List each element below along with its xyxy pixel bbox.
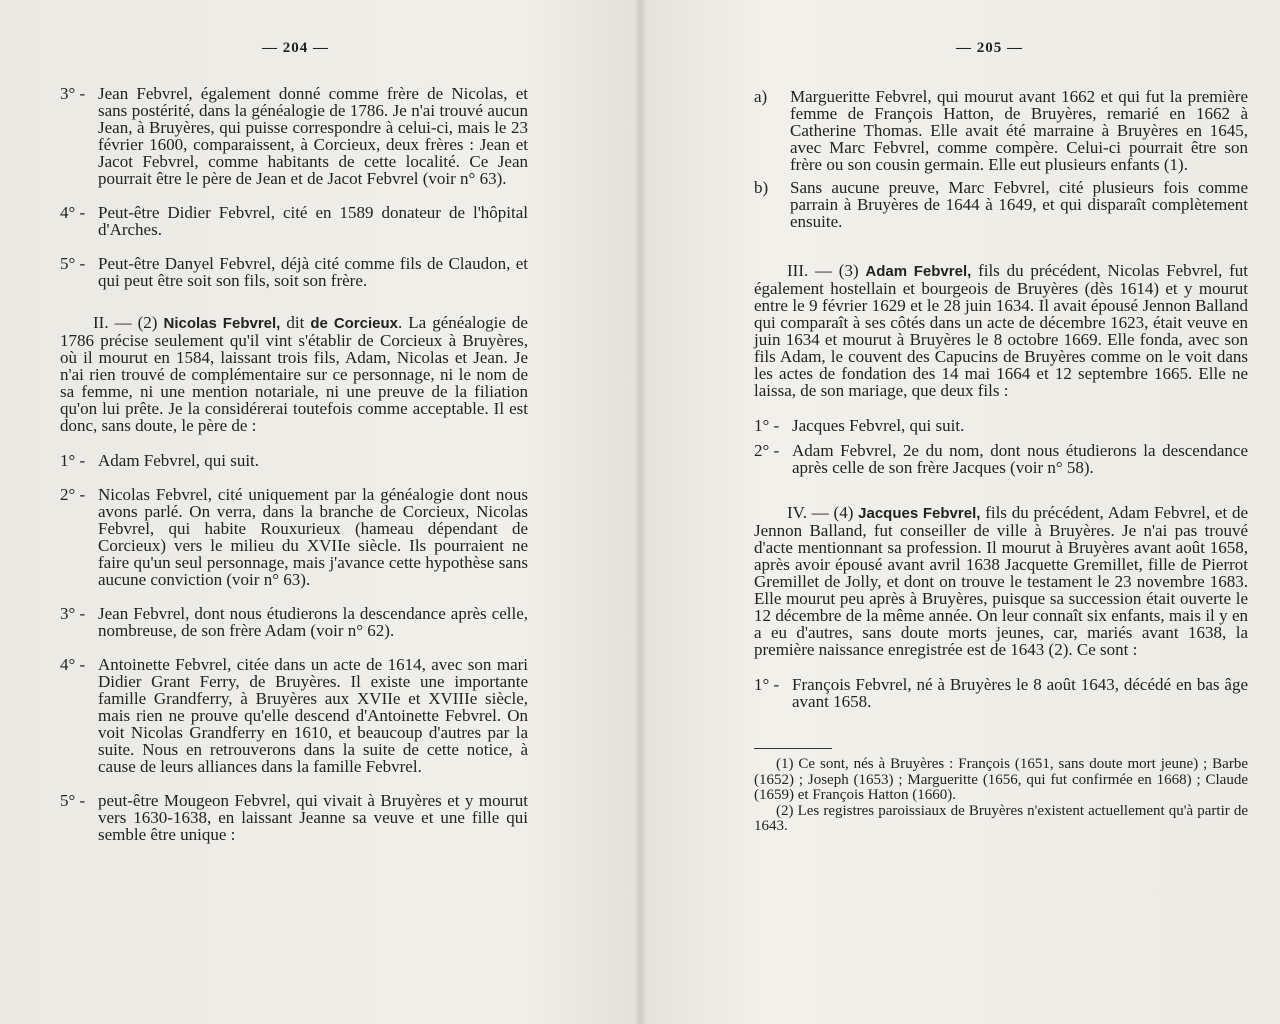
item-number: 3° - <box>60 604 86 623</box>
person-name: Nicolas Febvrel, <box>163 315 281 332</box>
page-number: — 204 — <box>262 40 329 56</box>
item-text: Nicolas Febvrel, cité uniquement par la généalogie dont nous avons parlé. On verra, dans la branche de Corcieux, Nicolas Febvrel, qui habite Rouxurieux (hameau dépendant de Corcieux) vers le milieu du XVIIe siècle. Ils pourraient ne faire qu'un seul personnage, mais j'avance cette hypothèse sans aucune conviction (voir n° 63). <box>98 485 528 589</box>
sub-item <box>754 179 1248 230</box>
section-text: fils du précédent, Nicolas Febvrel, fut également hostellain et bourgeois de Bruyères (dès 1614) et y mourut entre le 9 février 1629 et le 28 juin 1634. Il avait épousé Jennon Balland qui comparaît à ses côtés dans un acte de décembre 1623, était veuve en juin 1634 et mourut à Bruyères le 8 octobre 1669. Elle fonda, avec son fils Adam, le couvent des Capucins de Bruyères comme on le voit dans les actes de fondation des 14 mai 1664 et 12 septembre 1665. Elle ne laissa, de son mariage, que deux fils : <box>754 261 1248 400</box>
section-connector: dit <box>280 313 311 332</box>
item-text: Peut-être Didier Febvrel, cité en 1589 donateur de l'hôpital d'Arches. <box>98 203 528 239</box>
list-item <box>60 605 528 639</box>
item-text: Sans aucune preuve, Marc Febvrel, cité plusieurs fois comme parrain à Bruyères de 1644 à 1649, et qui disparaît complètement ensuite. <box>790 178 1248 231</box>
sub-item <box>754 88 1248 173</box>
section-heading: IV. — (4) <box>787 503 859 522</box>
item-text: Jean Febvrel, également donné comme frère de Nicolas, et sans postérité, dans la généalogie de 1786. Je n'ai trouvé aucun Jean, à Bruyères, qui puisse correspondre à celui-ci, mais le 23 février 1600, comparaissent, à Corcieux, deux frères : Jean et Jacot Febvrel, comme habitants de cette localité. Ce Jean pourrait être le père de Jean et de Jacot Febvrel (voir n° 63). <box>98 84 528 188</box>
page-body <box>60 85 528 860</box>
item-number: 5° - <box>60 254 86 273</box>
item-number: 2° - <box>60 485 86 504</box>
item-text: Adam Febvrel, 2e du nom, dont nous étudierons la descendance après celle de son frère Jacques (voir n° 58). <box>792 441 1248 477</box>
list-item <box>60 486 528 588</box>
item-text: Jacques Febvrel, qui suit. <box>792 416 965 435</box>
list-item <box>60 85 528 187</box>
person-name: Adam Febvrel, <box>865 263 972 280</box>
item-number: 1° - <box>754 416 780 435</box>
section-paragraph <box>754 504 1248 658</box>
page-body <box>754 88 1248 835</box>
item-number: 1° - <box>754 675 780 694</box>
item-text: Jean Febvrel, dont nous étudierons la descendance après celle, nombreuse, de son frère Adam (voir n° 62). <box>98 604 528 640</box>
list-item <box>60 204 528 238</box>
item-number: 5° - <box>60 791 86 810</box>
item-number: 3° - <box>60 84 86 103</box>
item-text: François Febvrel, né à Bruyères le 8 août 1643, décédé en bas âge avant 1658. <box>792 675 1248 711</box>
list-item <box>754 676 1248 710</box>
section-paragraph <box>60 314 528 434</box>
person-surname: de Corcieux <box>310 315 399 332</box>
footnote: (2) Les registres paroissiaux de Bruyères n'existent actuellement qu'à partir de 1643. <box>754 802 1248 834</box>
section-text: fils du précédent, Adam Febvrel, et de Jennon Balland, fut conseiller de ville à Bruyères. Je n'ai pas trouvé d'acte mentionnant sa profession. Il mourut à Bruyères avant août 1658, après avoir épousé avant avril 1638 Jacquette Gremillet, fille de Pierrot Gremillet de Jolly, et dont on trouve le testament le 23 novembre 1683. Elle mourut peu après à Bruyères, puisque sa succession était ouverte le 12 décembre de la même année. On leur connaît six enfants, mais il y en a eu d'autres, sans doute morts jeunes, car, mariés avant 1638, la première naissance enregistrée est de 1643 (2). Ce sont : <box>754 503 1249 659</box>
item-number: 4° - <box>60 203 86 222</box>
item-letter: a) <box>754 87 768 106</box>
section-heading: III. — (3) <box>787 261 866 280</box>
section-paragraph <box>754 262 1248 399</box>
item-number: 2° - <box>754 441 780 460</box>
list-item <box>754 442 1248 476</box>
footnote: (1) Ce sont, nés à Bruyères : François (1651, sans doute mort jeune) ; Barbe (1652) ; Joseph (1653) ; Margueritte (1656, qui fut confirmée en 1668) ; Claude (1659) et François Hatton (1660). <box>754 756 1248 803</box>
item-text: Margueritte Febvrel, qui mourut avant 1662 et qui fut la première femme de François Hatton, de Bruyères, remarié en 1662 à Catherine Thomas. Elle avait été marraine à Bruyères en 1645, avec Marc Febvrel, comme compère. Celui-ci pourrait être son frère ou son cousin germain. Elle eut plusieurs enfants (1). <box>790 87 1248 174</box>
page-number: — 205 — <box>956 40 1023 56</box>
item-text: Peut-être Danyel Febvrel, déjà cité comme fils de Claudon, et qui peut être soit son fils, soit son frère. <box>98 254 528 290</box>
item-letter: b) <box>754 178 769 197</box>
item-number: 4° - <box>60 655 86 674</box>
item-text: Adam Febvrel, qui suit. <box>98 451 260 470</box>
list-item <box>60 656 528 775</box>
section-text: . La généalogie de 1786 précise seulement qu'il vint s'établir de Corcieux à Bruyères, où il mourut en 1584, laissant trois fils, Adam, Nicolas et Jean. Je n'ai rien trouvé de complémentaire sur ce personnage, ni le nom de sa femme, ni une mention notariale, ni une preuve de la filiation qu'on lui prête. Je la considérerai toutefois comme acceptable. Il est donc, sans doute, le père de : <box>60 313 528 435</box>
person-name: Jacques Febvrel, <box>858 505 981 522</box>
section-heading: II. — (2) <box>93 313 164 332</box>
item-text: peut-être Mougeon Febvrel, qui vivait à Bruyères et y mourut vers 1630-1638, en laissant Jeanne sa veuve et une fille qui semble être unique : <box>98 791 528 844</box>
right-page <box>640 0 1280 1024</box>
list-item <box>754 417 1248 434</box>
item-number: 1° - <box>60 451 86 470</box>
list-item <box>60 452 528 469</box>
list-item <box>60 255 528 289</box>
item-text: Antoinette Febvrel, citée dans un acte de 1614, avec son mari Didier Grant Ferry, de Bruyères. Il existe une importante famille Grandferry, à Bruyères aux XVIIe et XVIIIe siècle, mais rien ne prouve qu'elle descend d'Antoinette Febvrel. On voit Nicolas Grandferry en 1610, et beaucoup d'autres par la suite. Nous en retrouverons dans la suite de cette notice, à cause de leurs alliances dans la famille Febvrel. <box>98 655 528 776</box>
list-item <box>60 792 528 843</box>
footnote-divider <box>754 748 832 749</box>
